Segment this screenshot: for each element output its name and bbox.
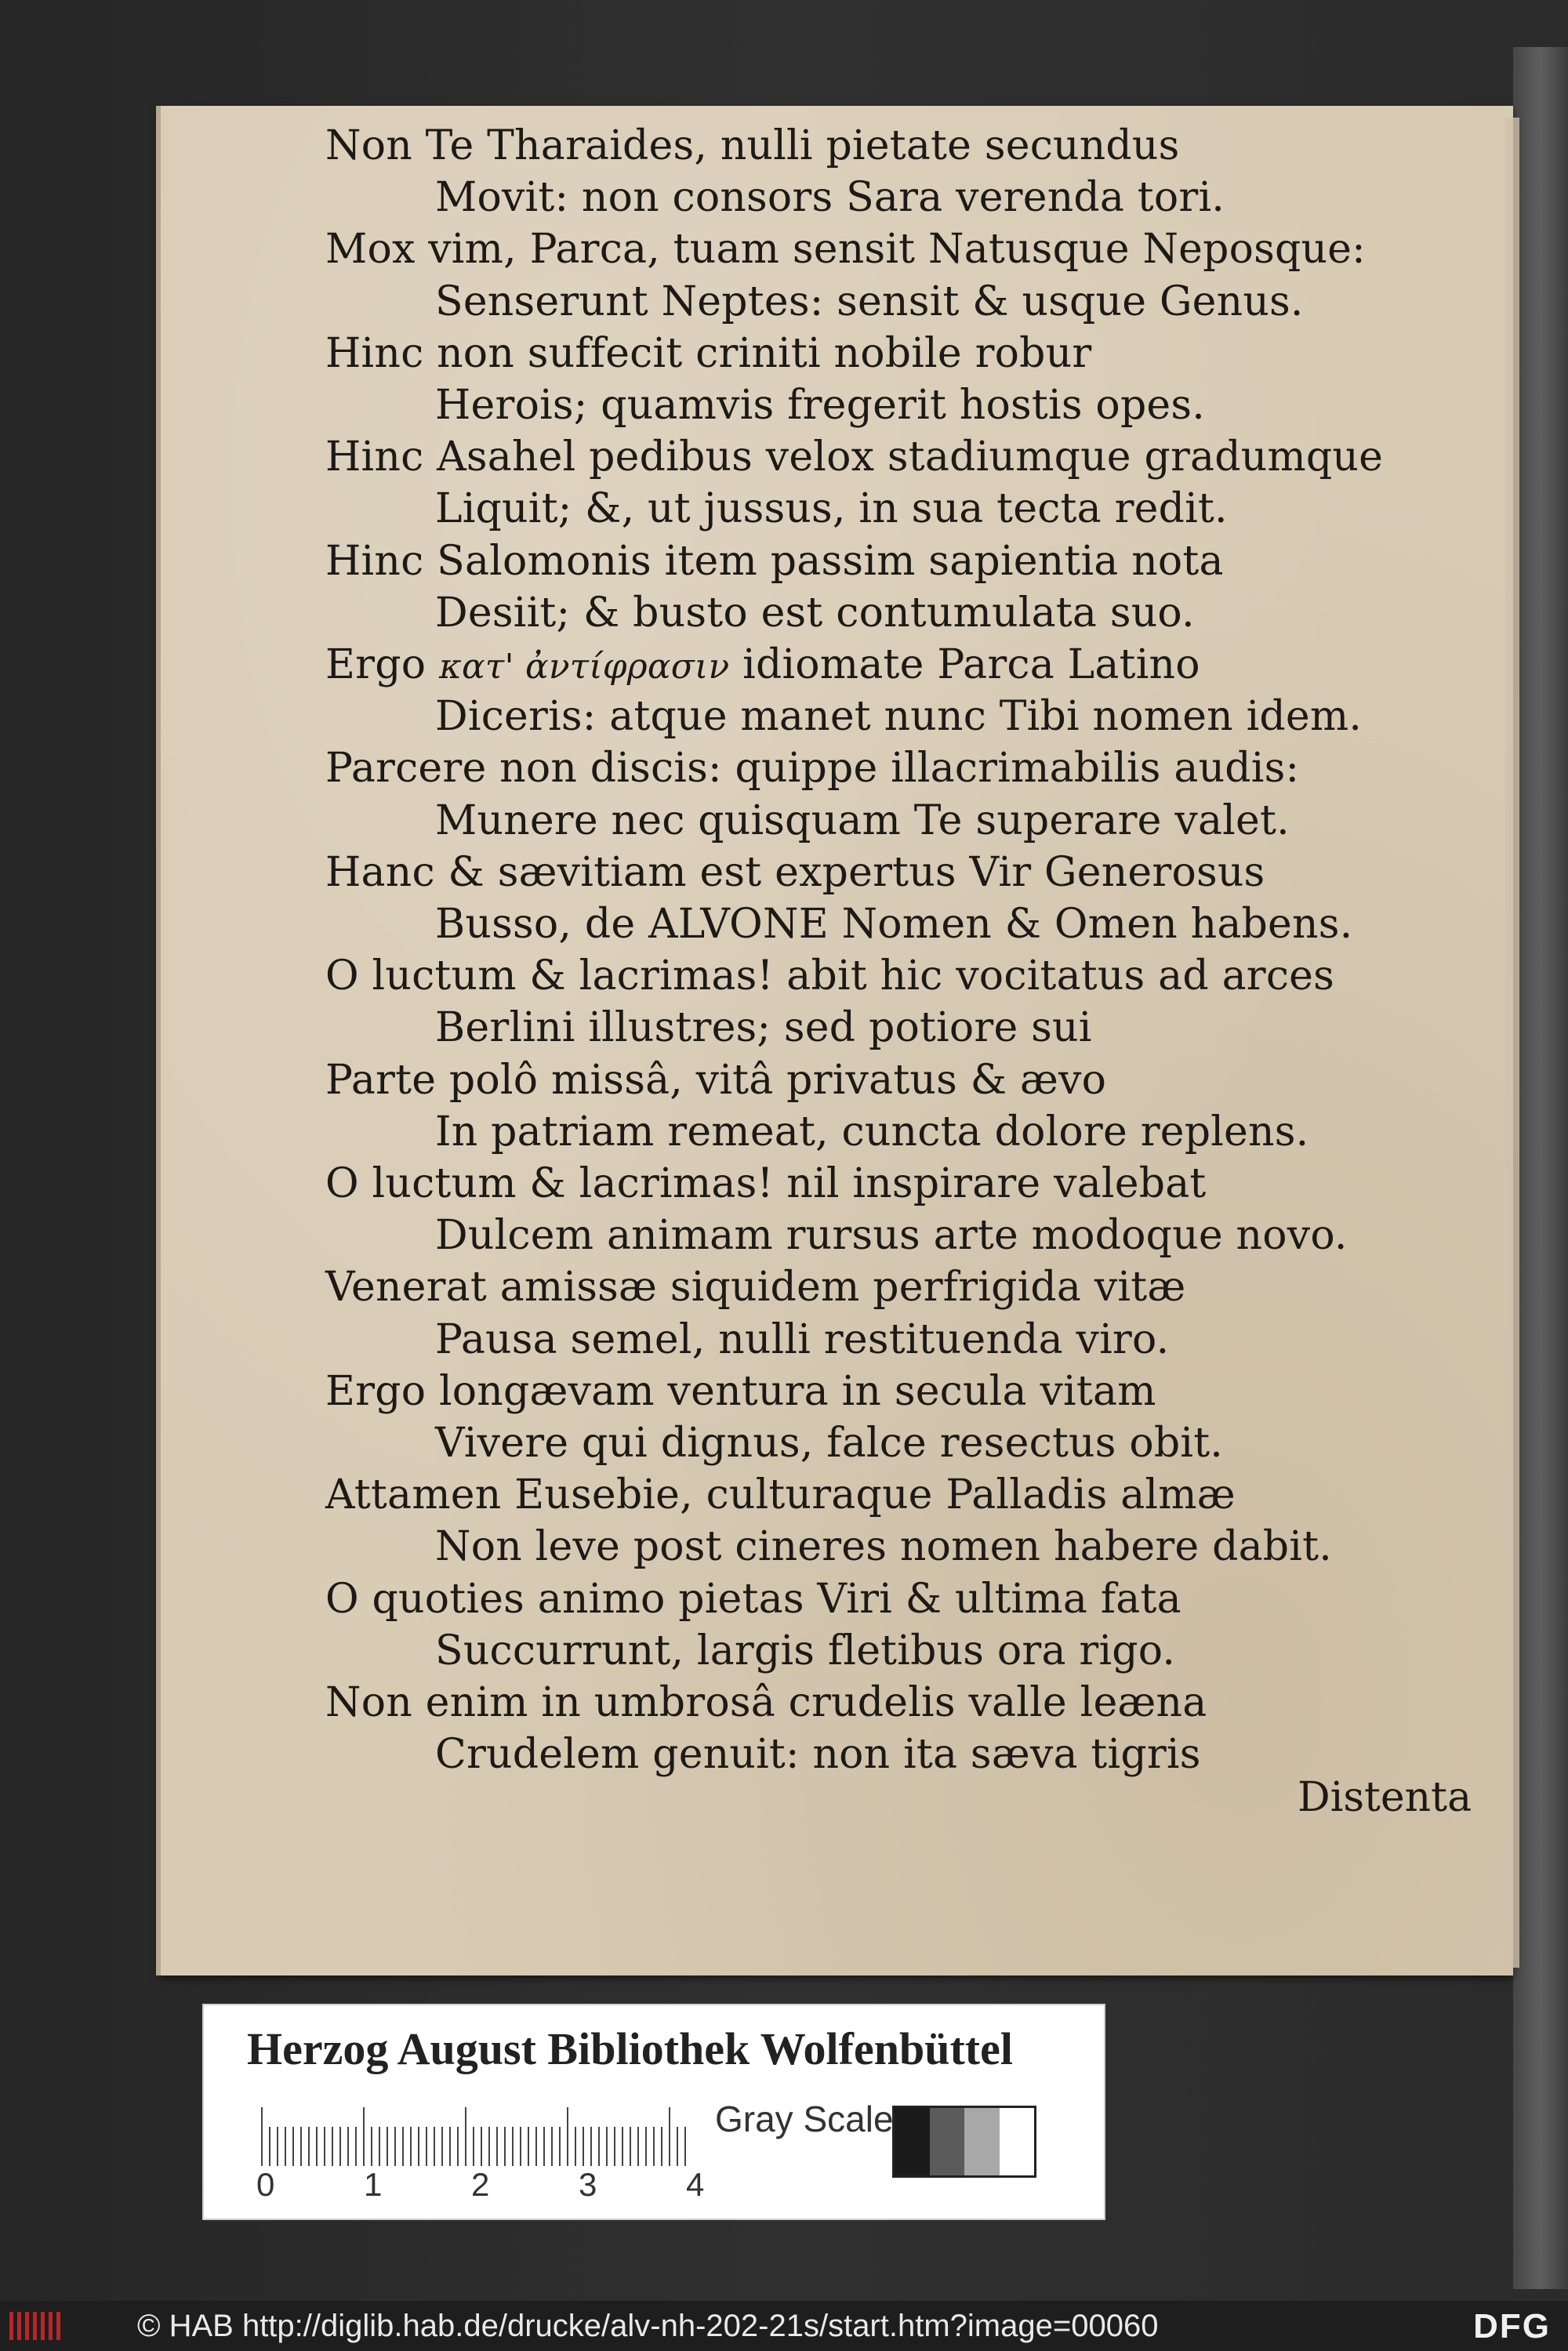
- footer-bar: [0, 2301, 1568, 2351]
- poem-line: Pausa semel, nulli restituenda viro.: [435, 1315, 1170, 1363]
- gray-swatch: [930, 2108, 965, 2175]
- poem-line: Non leve post cineres nomen habere dabit.: [435, 1523, 1332, 1571]
- poem-line: Parcere non discis: quippe illacrimabilis audis:: [325, 745, 1300, 793]
- poem-line: Movit: non consors Sara verenda tori.: [435, 174, 1225, 222]
- poem-line: Succurrunt, largis fletibus ora rigo.: [435, 1627, 1176, 1674]
- ruler-number: 0: [256, 2166, 275, 2203]
- poem-line: Desiit; & busto est contumulata suo.: [435, 589, 1195, 637]
- hab-logo-icon: [9, 2310, 66, 2342]
- poem-line: Hinc Salomonis item passim sapientia nota: [325, 537, 1224, 585]
- poem-line: Venerat amissæ siquidem perfrigida vitæ: [325, 1264, 1186, 1312]
- poem-line: [325, 641, 1200, 688]
- poem-line: Berlini illustres; sed potiore sui: [435, 1004, 1092, 1052]
- poem-line: O luctum & lacrimas! abit hic vocitatus ad arces: [325, 952, 1335, 1000]
- poem-line: Vivere qui dignus, falce resectus obit.: [435, 1420, 1224, 1467]
- poem-line: Diceris: atque manet nunc Tibi nomen idem.: [435, 693, 1363, 741]
- poem-line: Busso, de ALVONE Nomen & Omen habens.: [435, 901, 1353, 948]
- ruler-number: 1: [364, 2166, 383, 2203]
- poem-line: Hinc Asahel pedibus velox stadiumque gradumque: [325, 434, 1384, 481]
- catchword: Distenta: [1298, 1774, 1472, 1821]
- poem-line: Non enim in umbrosâ crudelis valle leæna: [325, 1679, 1207, 1726]
- ruler-number: 4: [686, 2166, 705, 2203]
- gray-swatch: [1000, 2108, 1035, 2175]
- dfg-logo: DFG: [1473, 2307, 1551, 2346]
- footer-source-link[interactable]: © HAB http://diglib.hab.de/drucke/alv-nh-202-21s/start.htm?image=00060: [137, 2309, 1159, 2343]
- poem-line: Ergo longævam ventura in secula vitam: [325, 1367, 1156, 1415]
- gray-swatch: [964, 2108, 1000, 2175]
- poem-line: O quoties animo pietas Viri & ultima fata: [325, 1575, 1181, 1623]
- line-prefix: Ergo: [325, 641, 426, 688]
- poem-line: Liquit; &, ut jussus, in sua tecta redit.: [435, 485, 1228, 533]
- library-color-card: [202, 2004, 1105, 2220]
- scanner-edge-strip: [1513, 47, 1568, 2289]
- poem-line: Mox vim, Parca, tuam sensit Natusque Neposque:: [325, 226, 1366, 274]
- gray-swatch: [895, 2108, 930, 2175]
- poem-line: Hanc & sævitiam est expertus Vir Generosus: [325, 848, 1265, 896]
- ruler-scale: [259, 2107, 698, 2170]
- poem-line: Senserunt Neptes: sensit & usque Genus.: [435, 278, 1304, 325]
- poem-line: Non Te Tharaides, nulli pietate secundus: [325, 122, 1180, 169]
- poem-line: O luctum & lacrimas! nil inspirare valebat: [325, 1160, 1207, 1207]
- poem-line: Herois; quamvis fregerit hostis opes.: [435, 382, 1206, 429]
- gray-scale-swatches: [892, 2106, 1036, 2178]
- poem-line: Munere nec quisquam Te superare valet.: [435, 796, 1290, 844]
- poem-line: Attamen Eusebie, culturaque Palladis almæ: [325, 1471, 1236, 1519]
- greek-phrase: κατ' ἀντίφρασιν: [438, 647, 730, 687]
- poem-line: Parte polô missâ, vitâ privatus & ævo: [325, 1056, 1107, 1104]
- ruler-number: 2: [471, 2166, 490, 2203]
- page-edge: [1505, 118, 1519, 1968]
- poem-line: Dulcem animam rursus arte modoque novo.: [435, 1212, 1348, 1260]
- line-rest: idiomate Parca Latino: [742, 641, 1200, 688]
- gray-scale-label: Gray Scale: [715, 2099, 894, 2139]
- ruler-number: 3: [579, 2166, 597, 2203]
- library-name: Herzog August Bibliothek Wolfenbüttel: [247, 2023, 1013, 2074]
- poem-line: Crudelem genuit: non ita sæva tigris: [435, 1731, 1201, 1779]
- poem-line: In patriam remeat, cuncta dolore replens.: [435, 1108, 1309, 1156]
- poem-line: Hinc non suffecit criniti nobile robur: [325, 329, 1092, 377]
